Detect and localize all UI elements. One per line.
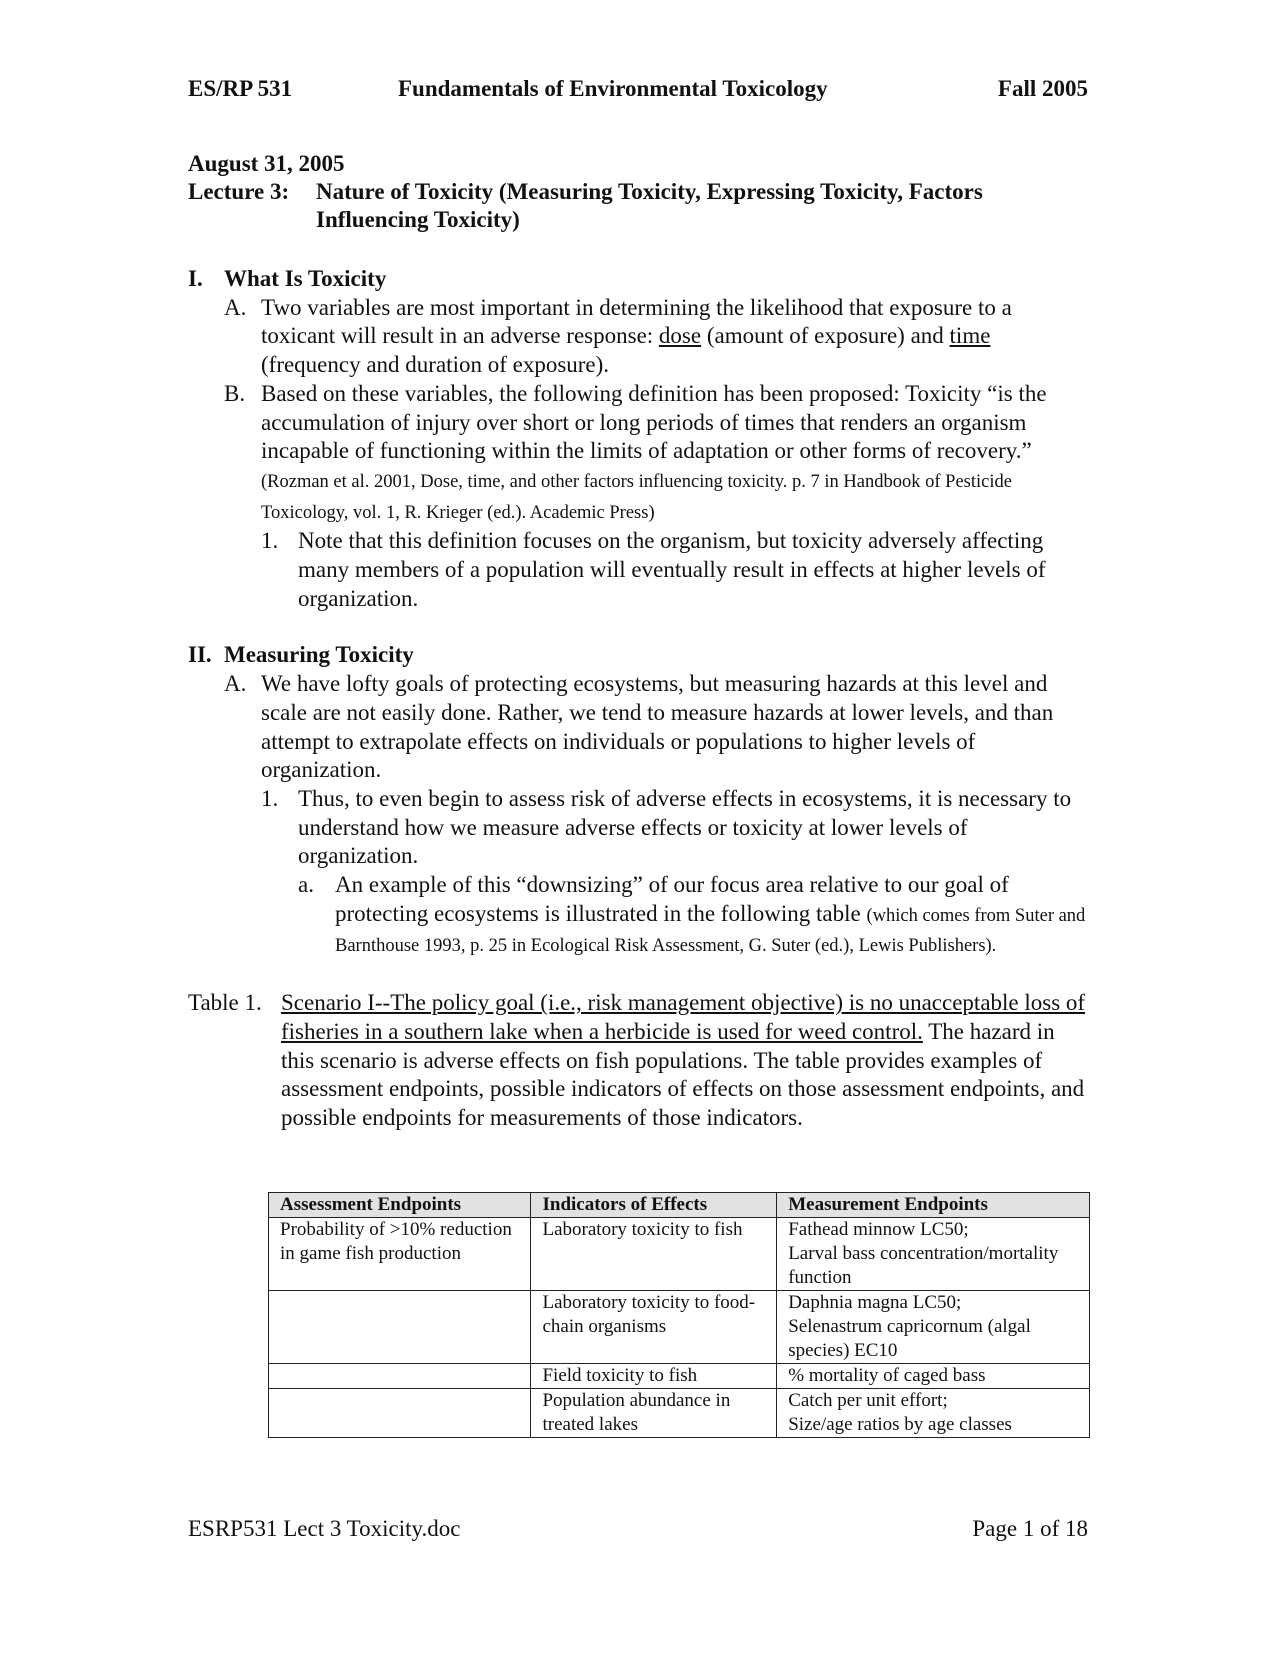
table-cell: Daphnia magna LC50; Selenastrum capricornum (algal species) EC10: [777, 1291, 1090, 1364]
table-cell: Catch per unit effort; Size/age ratios by age classes: [777, 1389, 1090, 1438]
lecture-title: Nature of Toxicity (Measuring Toxicity, Expressing Toxicity, Factors Influencing Toxicity): [316, 179, 983, 232]
column-header: Indicators of Effects: [531, 1193, 777, 1218]
table-cell: Population abundance in treated lakes: [531, 1389, 777, 1438]
term-time: time: [949, 323, 991, 349]
file-name: ESRP531 Lect 3 Toxicity.doc: [188, 1516, 461, 1541]
table-row: [269, 1291, 1090, 1364]
page-footer: [188, 1516, 1088, 1546]
outline-item: B. Based on these variables, the following definition has been proposed: Toxicity “is the accumulation of injury over short or long periods of times that renders an organism incapable of functioning within the limits of adaptation or other forms of recovery.” (Rozman et al. 2001, Dose, time, and other factors influencing toxicity. p. 7 in Handbook of Pesticide Toxicology, vol. 1, R. Krieger (ed.). Academic Press): [224, 380, 1047, 523]
outline-item: A. Two variables are most important in determining the likelihood that exposure to a toxicant will result in an adverse response: dose (amount of exposure) and time (frequency and duration of exposure).: [224, 294, 1012, 378]
page-header: [188, 76, 1088, 106]
outline-item: 1. Thus, to even begin to assess risk of adverse effects in ecosystems, it is necessary to understand how we measure adverse effects or toxicity at lower levels of organization.: [261, 785, 1072, 869]
table-cell: [269, 1291, 531, 1364]
section-heading: II. Measuring Toxicity: [188, 642, 414, 668]
endpoints-table: [268, 1192, 1090, 1438]
lecture-title-block: [188, 150, 1088, 234]
table-caption: Table 1. Scenario I--The policy goal (i.e., risk management objective) is no unacceptable loss of fisheries in a southern lake when a herbicide is used for weed control. The hazard in this scenario is adverse effects on fish populations. The table provides examples of assessment endpoints, possible indicators of effects on those assessment endpoints, and possible endpoints for measurements of those indicators.: [188, 990, 1086, 1130]
table-cell: Probability of >10% reduction in game fish production: [269, 1218, 531, 1291]
table-cell: % mortality of caged bass: [777, 1364, 1090, 1389]
lecture-date: August 31, 2005: [188, 151, 345, 176]
column-header: Assessment Endpoints: [269, 1193, 531, 1218]
course-title: Fundamentals of Environmental Toxicology: [398, 76, 828, 101]
outline-item: a. An example of this “downsizing” of our focus area relative to our goal of protecting ecosystems is illustrated in the following table (which comes from Suter and Barnthouse 1993, p. 25 in Ecological Risk Assessment, G. Suter (ed.), Lewis Publishers).: [298, 872, 1086, 957]
table-row: [269, 1364, 1090, 1389]
table-body: [269, 1218, 1090, 1438]
table-cell: Laboratory toxicity to fish: [531, 1218, 777, 1291]
outline-item: A. We have lofty goals of protecting ecosystems, but measuring hazards at this level and scale are not easily done. Rather, we tend to measure hazards at lower levels, and than attempt to extrapolate effects on individuals or populations to higher levels of organization.: [224, 671, 1054, 783]
page-number: Page 1 of 18: [972, 1516, 1088, 1541]
column-header: Measurement Endpoints: [777, 1193, 1090, 1218]
course-code: ES/RP 531: [188, 76, 293, 101]
table-row: [269, 1389, 1090, 1438]
table-cell: [269, 1389, 531, 1438]
lecture-label: Lecture 3:: [188, 179, 290, 204]
document-body: [188, 265, 1088, 1133]
citation: (which comes from Suter and Barnthouse 1993, p. 25 in Ecological Risk Assessment, G. Suter (ed.), Lewis Publishers).: [335, 905, 1086, 957]
term-dose: dose: [658, 323, 702, 349]
table-cell: Laboratory toxicity to food-chain organisms: [531, 1291, 777, 1364]
term: Fall 2005: [997, 76, 1088, 101]
outline-item: 1. Note that this definition focuses on the organism, but toxicity adversely affecting many members of a population will eventually result in effects at higher levels of organization.: [261, 528, 1046, 611]
citation: (Rozman et al. 2001, Dose, time, and other factors influencing toxicity. p. 7 in Handbook of Pesticide Toxicology, vol. 1, R. Krieger (ed.). Academic Press): [261, 471, 1012, 523]
table-cell: [269, 1364, 531, 1389]
scenario-text: Scenario I--The policy goal (i.e., risk management objective) is no unacceptable loss of fisheries in a southern lake when a herbicide is used for weed control.: [281, 990, 1086, 1044]
table-header-row: [269, 1193, 1090, 1218]
table-cell: Fathead minnow LC50; Larval bass concentration/mortality function: [777, 1218, 1090, 1291]
endpoints-table-wrapper: [268, 1192, 1088, 1438]
section-heading: I. What Is Toxicity: [188, 266, 387, 291]
table-row: [269, 1218, 1090, 1291]
table-cell: Field toxicity to fish: [531, 1364, 777, 1389]
